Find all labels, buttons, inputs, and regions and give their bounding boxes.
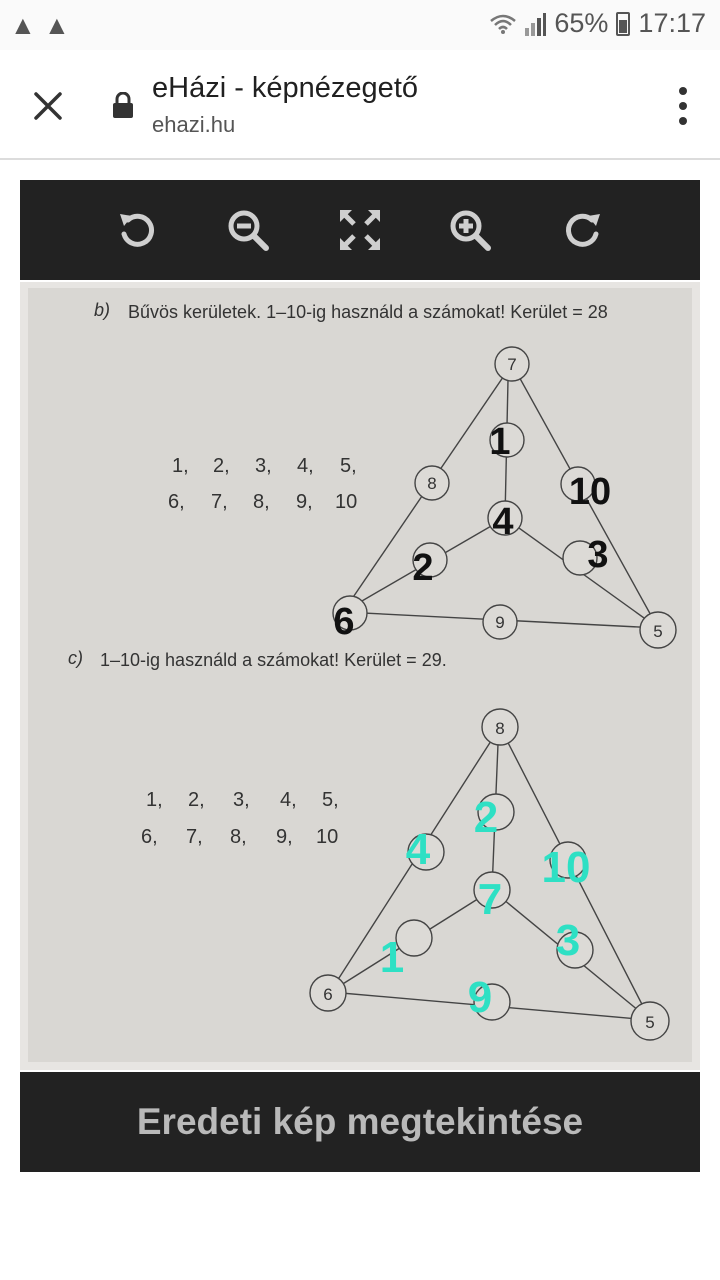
zoom-out-icon[interactable] xyxy=(224,206,272,254)
node-printed-number: 5 xyxy=(645,1013,655,1032)
number-list-item: 5, xyxy=(322,789,339,811)
view-original-button[interactable] xyxy=(20,1072,700,1172)
handwritten-number: 10 xyxy=(541,843,591,892)
more-vert-icon[interactable] xyxy=(676,84,690,128)
number-list-item: 9, xyxy=(296,491,313,513)
handwritten-number: 9 xyxy=(467,973,493,1022)
handwritten-number: 1 xyxy=(489,421,511,463)
node-printed-number: 8 xyxy=(427,474,437,493)
problem-b-letter: b) xyxy=(94,300,111,320)
handwritten-number: 4 xyxy=(405,825,431,874)
number-list-item: 6, xyxy=(141,826,158,848)
number-list-item: 6, xyxy=(168,491,185,513)
worksheet-photo xyxy=(28,288,692,1062)
clock: 17:17 xyxy=(638,8,706,38)
handwritten-number: 4 xyxy=(492,501,514,543)
fit-screen-icon[interactable] xyxy=(336,206,384,254)
number-list-item: 3, xyxy=(233,789,250,811)
zoom-in-icon[interactable] xyxy=(446,206,494,254)
problem-b-text: Bűvös kerületek. 1–10-ig használd a számokat! Kerület = 28 xyxy=(128,302,608,322)
number-list-item: 9, xyxy=(276,826,293,848)
number-list-item: 1, xyxy=(172,455,189,477)
node-printed-number: 8 xyxy=(495,719,505,738)
warning-triangle-icon: ▲ xyxy=(44,10,70,40)
node-printed-number: 6 xyxy=(323,985,333,1004)
number-list-item: 2, xyxy=(213,455,230,477)
rotate-right-icon[interactable] xyxy=(558,206,606,254)
wifi-icon xyxy=(490,13,516,35)
node-printed-number: 9 xyxy=(495,613,505,632)
handwritten-number: 2 xyxy=(412,547,434,589)
number-list-item: 4, xyxy=(280,789,297,811)
warning-triangle-icon: ▲ xyxy=(10,10,36,40)
number-list-item: 3, xyxy=(255,455,272,477)
page-title: eHázi - képnézegető xyxy=(152,72,418,104)
battery-icon xyxy=(616,12,630,36)
handwritten-number: 3 xyxy=(555,916,581,965)
status-bar xyxy=(0,0,720,50)
handwritten-number: 7 xyxy=(477,875,503,924)
handwritten-number: 3 xyxy=(587,534,609,576)
close-icon[interactable] xyxy=(22,80,74,132)
handwritten-number: 10 xyxy=(568,471,612,513)
number-list-item: 2, xyxy=(188,789,205,811)
view-original-label: Eredeti kép megtekintése xyxy=(136,1101,584,1142)
signal-icon xyxy=(524,12,546,36)
number-list-item: 7, xyxy=(186,826,203,848)
number-list-item: 10 xyxy=(335,491,358,513)
worksheet-drawing xyxy=(28,288,692,1062)
number-list-item: 8, xyxy=(230,826,247,848)
number-list-item: 5, xyxy=(340,455,357,477)
problem-c-text: 1–10-ig használd a számokat! Kerület = 29. xyxy=(100,650,447,670)
handwritten-number: 2 xyxy=(473,793,499,842)
number-list-item: 1, xyxy=(146,789,163,811)
lock-icon xyxy=(112,92,134,118)
number-list-item: 4, xyxy=(297,455,314,477)
problem-c-letter: c) xyxy=(68,648,83,668)
page-url: ehazi.hu xyxy=(152,112,236,137)
battery-percent: 65% xyxy=(554,8,609,38)
handwritten-number: 6 xyxy=(333,601,355,643)
number-list-item: 8, xyxy=(253,491,270,513)
custom-tab-toolbar xyxy=(0,50,720,160)
handwritten-number: 1 xyxy=(379,933,405,982)
image-viewport[interactable] xyxy=(20,282,700,1070)
viewer-toolbar xyxy=(20,180,700,280)
number-list-item: 10 xyxy=(316,826,339,848)
rotate-left-icon[interactable] xyxy=(114,206,162,254)
node-printed-number: 5 xyxy=(653,622,663,641)
number-list-item: 7, xyxy=(211,491,228,513)
node-printed-number: 7 xyxy=(507,355,517,374)
